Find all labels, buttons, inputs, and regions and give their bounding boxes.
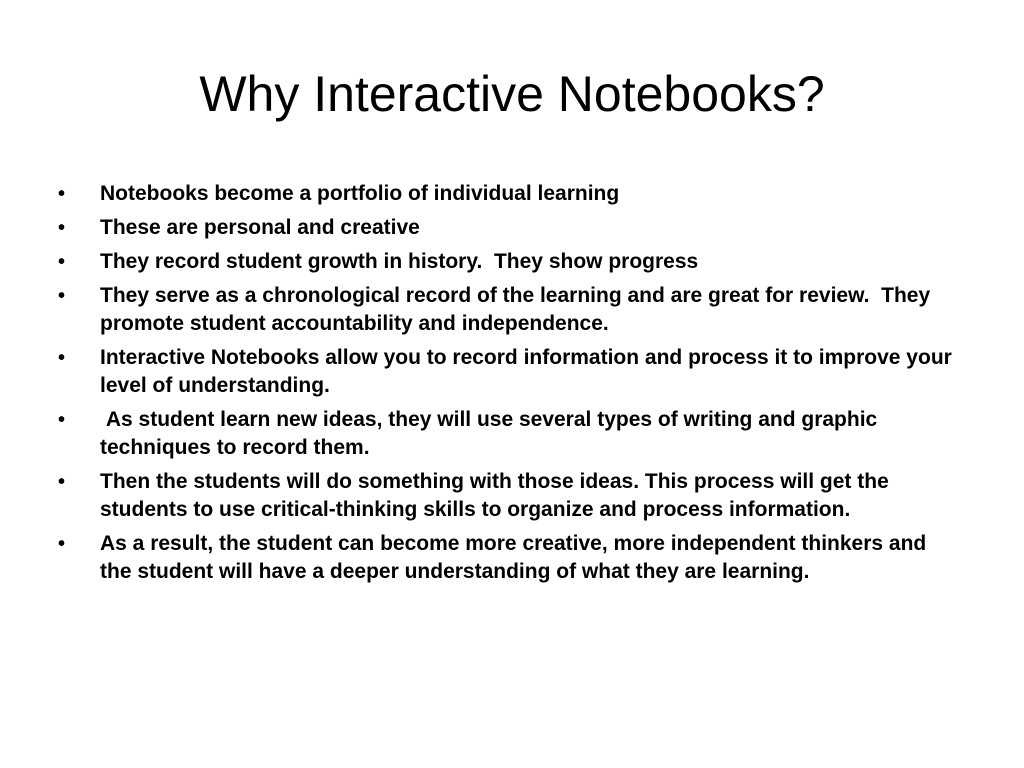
bullet-icon: • xyxy=(58,471,66,493)
bullet-item xyxy=(58,406,958,462)
bullet-icon: • xyxy=(58,285,66,307)
bullet-text: They serve as a chronological record of the learning and are great for review. They promote student accountability and independence. xyxy=(100,284,936,335)
bullet-item xyxy=(58,530,958,586)
bullet-text: Interactive Notebooks allow you to record information and process it to improve your level of understanding. xyxy=(100,346,958,397)
bullet-text: Then the students will do something with those ideas. This process will get the students to use critical-thinking skills to organize and process information. xyxy=(100,470,895,521)
bullet-item xyxy=(58,282,958,338)
bullet-text: As a result, the student can become more creative, more independent thinkers and the student will have a deeper understanding of what they are learning. xyxy=(100,532,933,583)
bullet-icon: • xyxy=(58,251,66,273)
bullet-icon: • xyxy=(58,217,66,239)
bullet-icon: • xyxy=(58,347,66,369)
bullet-icon: • xyxy=(58,533,66,555)
bullet-list xyxy=(58,180,958,592)
bullet-icon: • xyxy=(58,409,66,431)
bullet-item xyxy=(58,468,958,524)
bullet-text: They record student growth in history. They show progress xyxy=(100,250,699,273)
bullet-item xyxy=(58,180,958,208)
bullet-item xyxy=(58,248,958,276)
bullet-text: As student learn new ideas, they will use several types of writing and graphic techniques to record them. xyxy=(100,408,884,459)
bullet-icon: • xyxy=(58,183,66,205)
bullet-text: Notebooks become a portfolio of individual learning xyxy=(100,182,620,205)
slide-title: Why Interactive Notebooks? xyxy=(199,66,825,122)
bullet-text: These are personal and creative xyxy=(100,216,420,239)
bullet-item xyxy=(58,214,958,242)
bullet-item xyxy=(58,344,958,400)
